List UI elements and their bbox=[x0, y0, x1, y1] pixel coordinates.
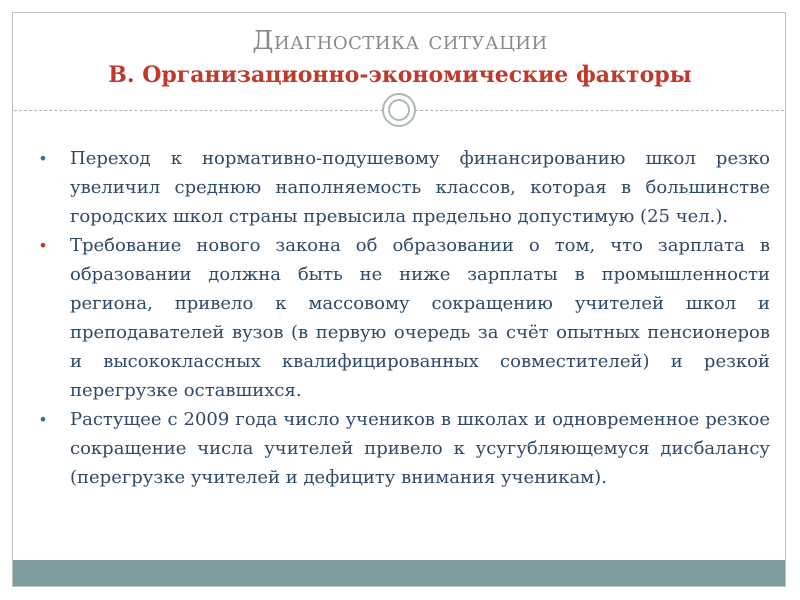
slide-title: Диагностика ситуации bbox=[252, 26, 548, 56]
bullet-text: Растущее с 2009 года число учеников в школах и одновременное резкое сокращение числа учителей привело к усугубляющемуся дисбалансу (перегрузке учителей и дефициту внимания ученикам). bbox=[70, 409, 770, 488]
bullet-item bbox=[30, 405, 770, 492]
bullet-item bbox=[30, 144, 770, 231]
bullet-marker-icon: • bbox=[38, 410, 48, 429]
bullet-text: Требование нового закона об образовании о том, что зарплата в образовании должна быть не ниже зарплаты в промышленности региона, привело к массовому сокращению учителей школ и преподавателей вузов (в первую очередь за счёт опытных пенсионеров и высококлассных квалифицированных совместителей) и резкой перегрузке оставшихся. bbox=[70, 235, 770, 401]
bullet-list bbox=[30, 144, 770, 492]
bullet-marker-icon: • bbox=[38, 149, 48, 168]
slide-subtitle: B. Организационно-экономические факторы bbox=[108, 62, 692, 88]
bullet-marker-icon: • bbox=[38, 236, 48, 255]
divider-ornament-icon bbox=[382, 93, 416, 127]
bullet-item bbox=[30, 231, 770, 405]
bullet-text: Переход к нормативно-подушевому финансированию школ резко увеличил среднюю наполняемость классов, которая в большинстве городских школ страны превысила предельно допустимую (25 чел.). bbox=[70, 148, 770, 227]
bottom-bar bbox=[13, 560, 785, 586]
divider-ornament-inner-ring bbox=[388, 99, 410, 121]
